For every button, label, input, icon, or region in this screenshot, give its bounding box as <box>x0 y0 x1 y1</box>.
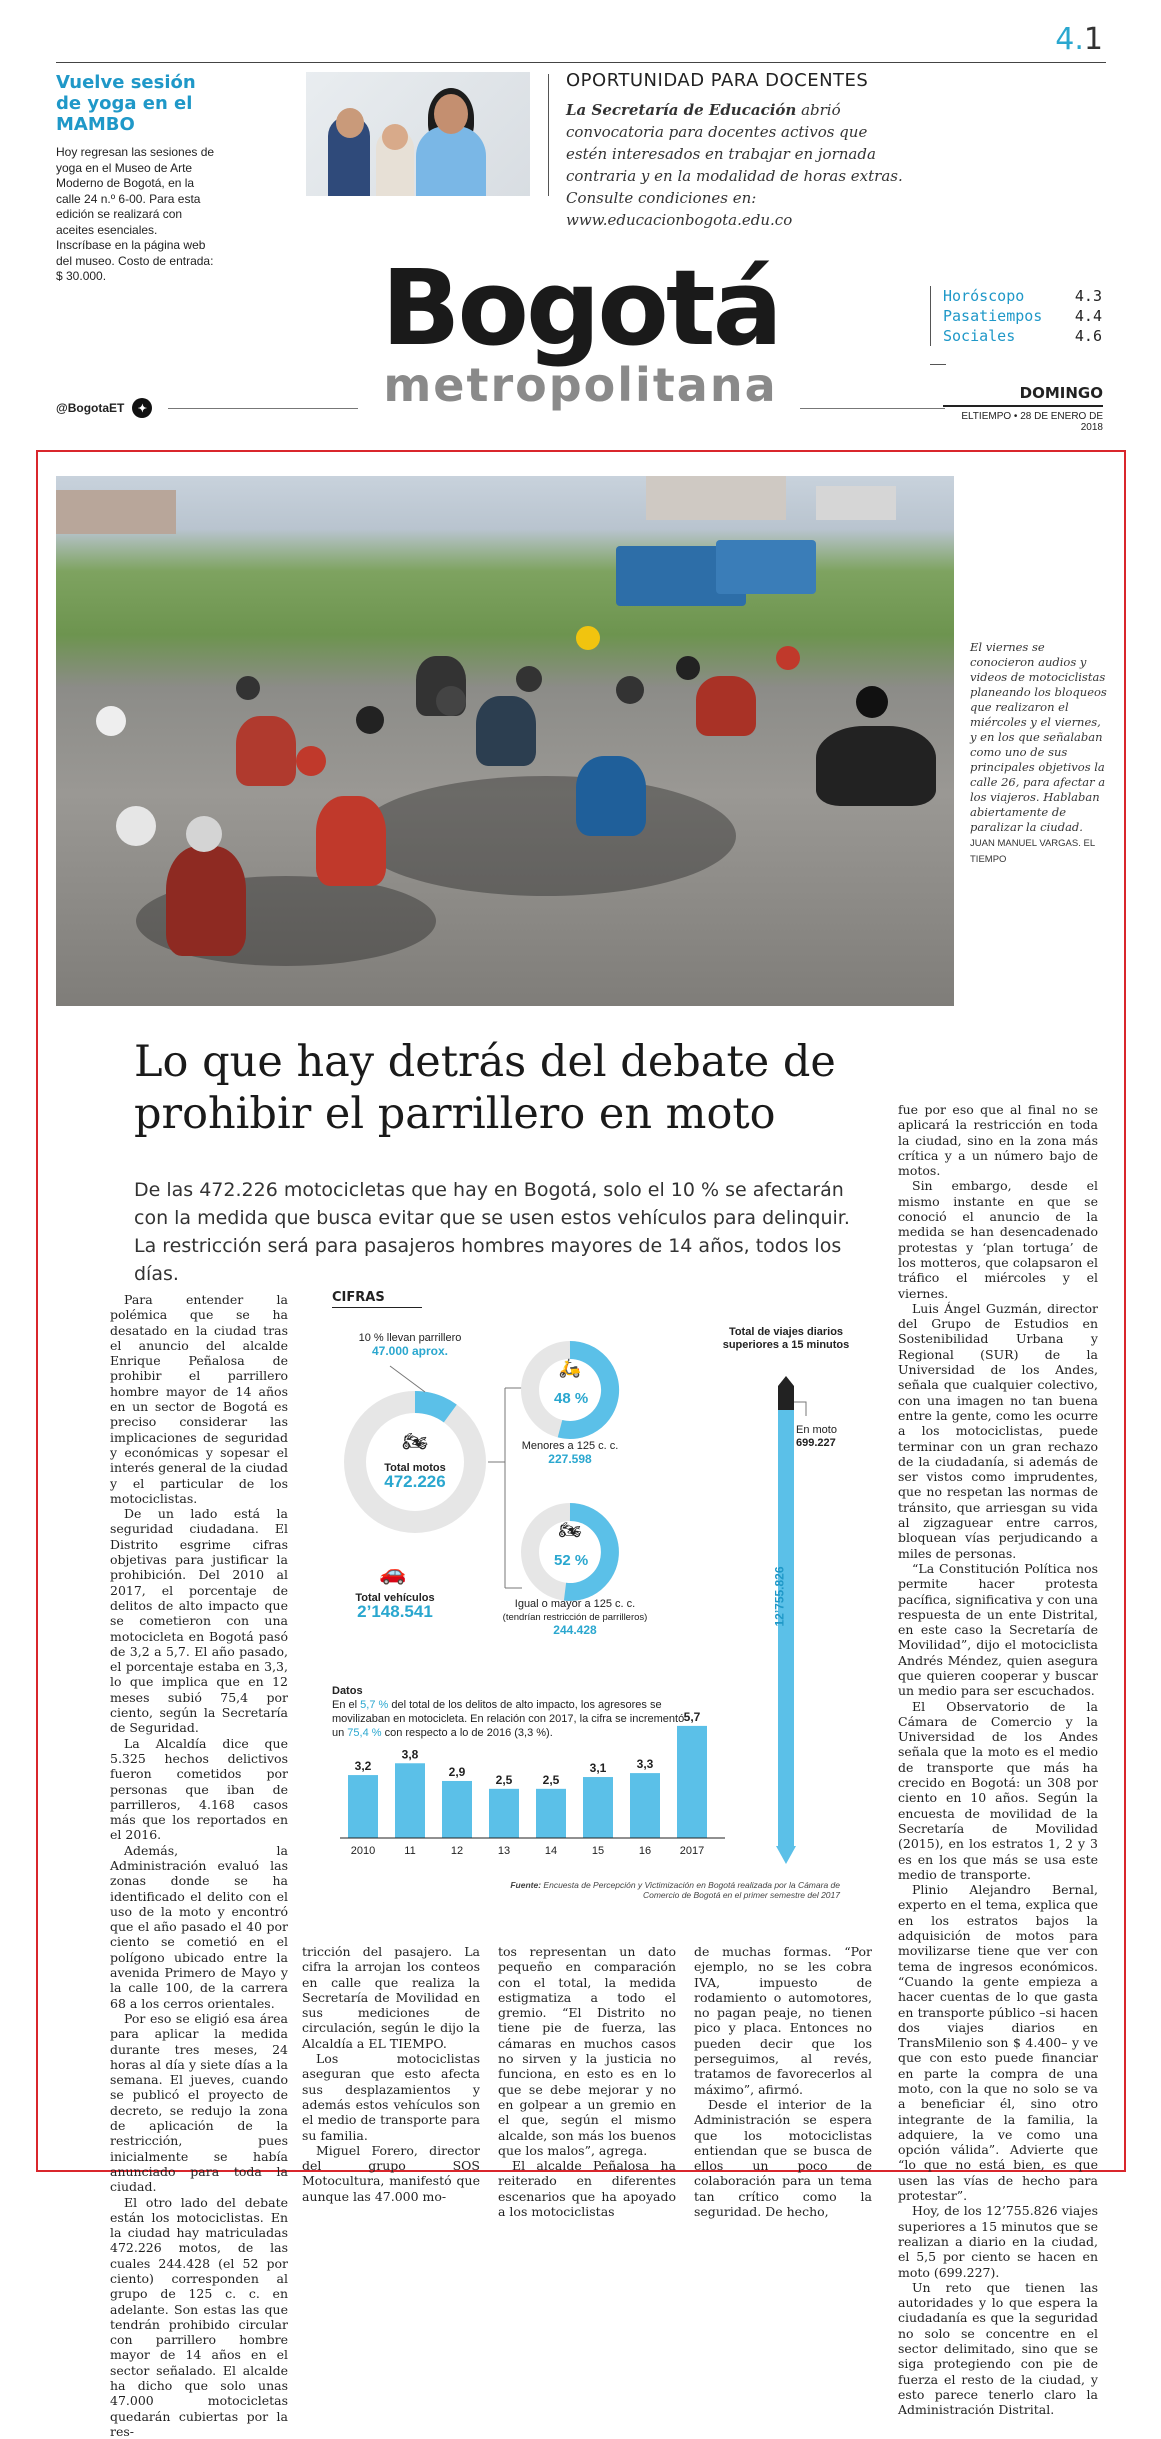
car-icon: 🚗 <box>379 1560 407 1585</box>
dateline-day: DOMINGO <box>943 384 1103 407</box>
yoga-body: Hoy regresan las sesiones de yoga en el Museo de Arte Moderno de Bogotá, en la calle 24 n.º 6-00. Para esta edición se realizará con aceites esenciales. Inscríbase en la página web del museo. Costo de entrada: $ 30.000. <box>56 145 215 283</box>
mayores-sublabel: (tendrían restricción de parrilleros) <box>502 1612 648 1623</box>
menores-percent: 48 % <box>554 1390 589 1407</box>
index-row[interactable] <box>943 306 1102 326</box>
bar-2017 <box>677 1726 707 1838</box>
mayores-label <box>500 1598 650 1638</box>
photo-caption-text: El viernes se conocieron audios y videos de motociclistas planeando los bloqueos que realizaron el miércoles y el viernes, y en los que señalaban como uno de sus principales objetivos la calle 26, para afectar a los viajeros. Hablaban abiertamente de paralizar la ciudad. <box>970 640 1107 834</box>
moto-trips-label: En moto <box>796 1424 837 1436</box>
index-label: Horóscopo <box>943 287 1025 305</box>
paragraph: De un lado está la seguridad ciudadana. El Distrito esgrime cifras objetivas para justificar la prohibición. Del 2010 al 2017, el porcentaje de delitos de alto impacto que se cometieron con una motocicleta en Bogotá pasó de 3,2 a 5,7. El año pasado, el porcentaje estaba en 3,3, lo que implica que en 12 meses subió 75,4 por ciento, según la Secretaría de Seguridad. <box>110 1506 288 1736</box>
bar-value-label: 2,9 <box>448 1764 466 1779</box>
index-label: Pasatiempos <box>943 307 1043 325</box>
bar-value-label: 3,8 <box>401 1747 419 1762</box>
paragraph: de muchas formas. “Por ejemplo, no se les cobra IVA, impuesto de rodamiento o automotores, no pagan peaje, no tienen pico y placa. Entonces no pueden decir que los perseguimos, al revés, tratamos de favorecerlos al máximo”, afirmó. <box>694 1944 872 2097</box>
teachers-body <box>566 99 906 231</box>
masthead-title: Bogotá <box>381 247 780 369</box>
datos-title: Datos <box>332 1685 363 1697</box>
article-column-4 <box>694 1944 872 2219</box>
bar-14 <box>536 1789 566 1838</box>
article-deck: De las 472.226 motocicletas que hay en Bogotá, solo el 10 % se afectarán con la medida que busca evitar que se usen estos vehículos para delinquir. La restricción será para pasajeros hombres mayores de 14 años, todos los días. <box>134 1179 850 1285</box>
paragraph: El Observatorio de la Cámara de Comercio y la Universidad de los Andes señala que la moto es el medio de transporte que más ha crecido en Bogotá: un 308 por ciento en 10 años. Según la encuesta de movilidad de la Secretaría de Movilidad (2015), en los estratos 1, 2 y 3 es en los que más se usa este medio de transporte. <box>898 1698 1098 1882</box>
x-tick-label: 13 <box>497 1845 511 1857</box>
total-vehiculos <box>340 1592 450 1621</box>
paragraph: El otro lado del debate están los motociclistas. En la ciudad hay matriculadas 472.226 motos, de las cuales 244.428 (el 52 por ciento) corresponden al grupo de 125 c. c. en adelante. Son estas las que tendrán prohibido circular con parrillero hombre mayor de 14 años en el sector señalado. El alcalde ha dicho que solo unas 47.000 motocicletas quedarán cubiertas por la res- <box>110 2194 288 2439</box>
bar-13 <box>489 1789 519 1838</box>
paragraph: “La Constitución Política nos permite hacer protesta pacífica, significativa y con una respuesta de un ente Distrital, en este caso la Secretaría de Movilidad”, dijo el motociclista Andrés Méndez, quien asegura que quieren cooperar y buscar un medio para ser escuchados. <box>898 1560 1098 1699</box>
paragraph: Sin embargo, desde el mismo instante en que se conoció el anuncio de la medida se han desencadenado protestas y ‘plan tortuga’ de los motteros, que colapsaron el tráfico el miércoles y el viernes. <box>898 1178 1098 1301</box>
paragraph: La Alcaldía dice que 5.325 hechos delictivos fueron cometidos por personas que iban de parrilleros, 4.168 casos más que los reportados en el 2016. <box>110 1735 288 1843</box>
bar-value-label: 3,1 <box>589 1761 607 1776</box>
paragraph: El alcalde Peñalosa ha reiterado en diferentes escenarios que ha apoyado a los motociclistas <box>498 2158 676 2220</box>
total-vehiculos-label: Total vehículos <box>355 1592 435 1604</box>
bar-11 <box>395 1763 425 1838</box>
menores-value: 227.598 <box>548 1452 592 1466</box>
bar-16 <box>630 1773 660 1838</box>
parrillero-label-text: 10 % llevan parrillero <box>358 1332 462 1344</box>
index-page: 4.6 <box>1074 327 1102 345</box>
x-tick-label: 11 <box>404 1845 416 1857</box>
bar-12 <box>442 1781 472 1838</box>
x-tick-label: 14 <box>544 1845 558 1857</box>
index-page: 4.4 <box>1074 307 1102 325</box>
x-tick-label: 2017 <box>679 1845 705 1857</box>
datos-box <box>332 1684 688 1740</box>
bar-15 <box>583 1777 613 1838</box>
bar-value-label: 3,2 <box>354 1759 372 1774</box>
article-column-1 <box>110 1292 288 2439</box>
mayores-label-text: Igual o mayor a 125 c. c. <box>514 1598 636 1610</box>
paragraph: Hoy, de los 12’755.826 viajes superiores a 15 minutos que se realizan a diario en la ciudad, el 5,5 por ciento se hacen en moto (699.227). <box>898 2203 1098 2280</box>
moto-trips-value: 699.227 <box>796 1437 836 1449</box>
dateline-date: ELTIEMPO • 28 DE ENERO DE 2018 <box>961 411 1103 433</box>
section-number: 4. <box>1055 22 1084 57</box>
paragraph: Los motociclistas aseguran que esto afecta sus desplazamientos y además estos vehículos son el medio de transporte para su familia. <box>302 2051 480 2143</box>
paragraph: tricción del pasajero. La cifra la arrojan los conteos en calle que realiza la Secretaría de Movilidad en sus mediciones de circulación, según le dijo la Alcaldía a EL TIEMPO. <box>302 1944 480 2051</box>
paragraph: Un reto que tienen las autoridades y lo que espera la ciudadanía es que la seguridad no solo se concentre en el sector delimitado, sino que se siga protegiendo con pie de fuerza el resto de la ciudad, y esto parece tenerlo claro la Administración Distrital. <box>898 2279 1098 2418</box>
x-tick-label: 16 <box>638 1845 652 1857</box>
paragraph: Además, la Administración evaluó las zonas donde se ha identificado el delito con el uso de la moto y encontró que el año pasado el 40 por ciento se cometió en el polígono ubicado entre la avenida Primero de Mayo y la calle 100, de la carrera 68 a los cerros orientales. <box>110 1842 288 2011</box>
total-motos-label: Total motos <box>384 1462 446 1474</box>
article-column-right <box>898 1102 1098 2418</box>
index-label: Sociales <box>943 327 1016 345</box>
photo-credit: JUAN MANUEL VARGAS. EL TIEMPO <box>970 838 1095 865</box>
bar-value-label: 3,3 <box>636 1757 654 1772</box>
motorcyclists-photo <box>56 476 954 1006</box>
bar-value-label: 2,5 <box>495 1772 513 1787</box>
paragraph: Luis Ángel Guzmán, director del Grupo de Estudios en Sostenibilidad Urbana y Regional (SUR) de la Universidad de los Andes, señala que cualquier colectivo, con una imagen no tan buena entre la gente, como les ocurre a los motociclistas, puede terminar con un gran rechazo de la ciudadanía, si además de ser vistos como imprudentes, que no respetan las normas de tránsito, que arriesgan su vida al zigzaguear entre carros, bloquean vías perjudicando a miles de personas. <box>898 1300 1098 1561</box>
bar-value-label: 2,5 <box>542 1772 560 1787</box>
chart-source <box>500 1880 840 1900</box>
social-handle[interactable] <box>56 398 152 418</box>
x-tick-label: 12 <box>450 1845 464 1857</box>
teachers-title: OPORTUNIDAD PARA DOCENTES <box>566 70 869 91</box>
index-page: 4.3 <box>1074 287 1102 305</box>
teachers-brief <box>566 70 906 231</box>
yoga-brief <box>56 72 216 285</box>
paragraph: Por eso se eligió esa área para aplicar la medida durante tres meses, 24 horas al día y siete días a la semana. El jueves, cuando se publicó el proyecto de decreto, se redujo la zona de aplicación de la restricción, pues inicialmente se había anunciado para toda la ciudad. <box>110 2010 288 2195</box>
x-tick-label: 15 <box>591 1845 605 1857</box>
infographic <box>330 1290 850 1910</box>
motorbike-icon: 🏍 <box>558 1520 582 1540</box>
dateline <box>943 384 1103 433</box>
twitter-handle: @BogotaET <box>56 401 125 415</box>
section-index <box>930 286 1102 346</box>
masthead-rule-left <box>168 408 358 409</box>
parrillero-label <box>350 1332 470 1359</box>
scooter-icon: 🛵 <box>558 1358 582 1378</box>
datos-highlight-1: 5,7 % <box>360 1699 389 1711</box>
datos-text-b: del total de los delitos de alto impacto, los agresores se movilizaban en motocicleta. En relación con 2017, la cifra se incrementó un <box>332 1699 685 1739</box>
bar-2010 <box>348 1775 378 1838</box>
masthead-subtitle: metropolitana <box>383 358 778 412</box>
paragraph: Plinio Alejandro Bernal, experto en el tema, explica que en los estratos bajos la adquisición de motos para movilizarse tiene que ver con tema de ingresos económicos. “Cuando la gente empieza a hacer cuentas de lo que gasta en transporte público –si hacen dos viajes diarios en TransMilenio son $ 4.400– y ve que con esto puede financiar en parte la compra de una moto, con la que no solo se va a beneficiar él, sino otro integrante de la familia, la adquiere, la ve como una opción válida”. Advierte que “lo que no está bien, es que usen las vías de hecho para protestar”. <box>898 1882 1098 2204</box>
teachers-text: abrió convocatoria para docentes activos que estén interesados en trabajar en jornada contraria y en la modalidad de horas extras. Consulte condiciones en: www.educacionbogota.edu.co <box>566 101 903 229</box>
datos-highlight-2: 75,4 % <box>347 1727 382 1739</box>
article-column-2 <box>302 1944 480 2204</box>
chart-source-text: Encuesta de Percepción y Victimización en Bogotá realizada por la Cámara de Comercio de Bogotá en el primer semestre del 2017 <box>541 1880 840 1900</box>
yoga-title: Vuelve sesión de yoga en el MAMBO <box>56 72 196 135</box>
datos-text-c: con respecto a lo de 2016 (3,3 %). <box>381 1727 553 1739</box>
parrillero-leader <box>390 1366 425 1392</box>
donut-connector <box>488 1388 522 1588</box>
parrillero-value: 47.000 aprox. <box>371 1344 449 1358</box>
bar-value-label: 5,7 <box>683 1709 701 1724</box>
mayores-value: 244.428 <box>553 1623 597 1637</box>
trips-title: Total de viajes diarios superiores a 15 minutos <box>722 1326 850 1351</box>
teachers-photo <box>306 72 530 196</box>
datos-text-a: En el <box>332 1699 361 1711</box>
paragraph: Desde el interior de la Administración se espera que los motociclistas entiendan que se busca de ellos un poco de colaboración para un tema tan crítico como la seguridad. De hecho, <box>694 2096 872 2220</box>
article-column-3 <box>498 1944 676 2219</box>
paragraph: Para entender la polémica que se ha desatado en la ciudad tras el anuncio del alcalde Enrique Peñalosa de prohibir el parrillero hombre mayor de 14 años en un sector de Bogotá es preciso considerar las implicaciones de seguridad y económicas y sopesar el interés general de la ciudad y el particular de los motociclistas. <box>110 1292 288 1506</box>
menores-label <box>510 1440 630 1467</box>
motorcycle-icon: 🏍 <box>402 1431 428 1453</box>
index-row[interactable] <box>943 326 1102 346</box>
paragraph: fue por eso que al final no se aplicará la restricción en toda la ciudad, sino en la zona más crítica y a un número bajo de motos. <box>898 1102 1098 1179</box>
menores-label-text: Menores a 125 c. c. <box>521 1440 619 1452</box>
index-row[interactable] <box>943 286 1102 306</box>
teachers-divider <box>548 74 549 196</box>
x-tick-label: 2010 <box>350 1845 376 1857</box>
paragraph: tos representan un dato pequeño en comparación con el total, la medida estigmatiza a todo el gremio. “El Distrito no tiene pie de fuerza, las cámaras en muchos casos no sirven y la justicia no funciona, en esto es en lo que se debe mejorar y no en golpear a un gremio en el que, según el mismo alcalde, son más los buenos que los malos”, agrega. <box>498 1944 676 2158</box>
top-rule <box>56 62 1106 63</box>
teachers-lead: La Secretaría de Educación <box>566 101 797 119</box>
total-vehiculos-value: 2’148.541 <box>357 1602 433 1621</box>
total-motos-value: 472.226 <box>384 1472 446 1491</box>
total-motos <box>365 1462 465 1491</box>
photo-caption <box>970 640 1110 867</box>
trips-total: 12’755.826 <box>772 1566 787 1627</box>
mayores-percent: 52 % <box>554 1552 589 1569</box>
article-headline: Lo que hay detrás del debate de prohibir el parrillero en moto <box>134 1037 836 1139</box>
infographic-header: CIFRAS <box>332 1290 422 1308</box>
page-number <box>1055 22 1103 57</box>
page-subnumber: 1 <box>1083 22 1103 57</box>
masthead-rule-right <box>800 408 945 409</box>
twitter-icon: ✦ <box>132 398 152 418</box>
paragraph: Miguel Forero, director del grupo SOS Motocultura, manifestó que aunque las 47.000 mo- <box>302 2142 480 2204</box>
moto-trips <box>796 1424 852 1450</box>
chart-source-label: Fuente: <box>510 1880 542 1890</box>
